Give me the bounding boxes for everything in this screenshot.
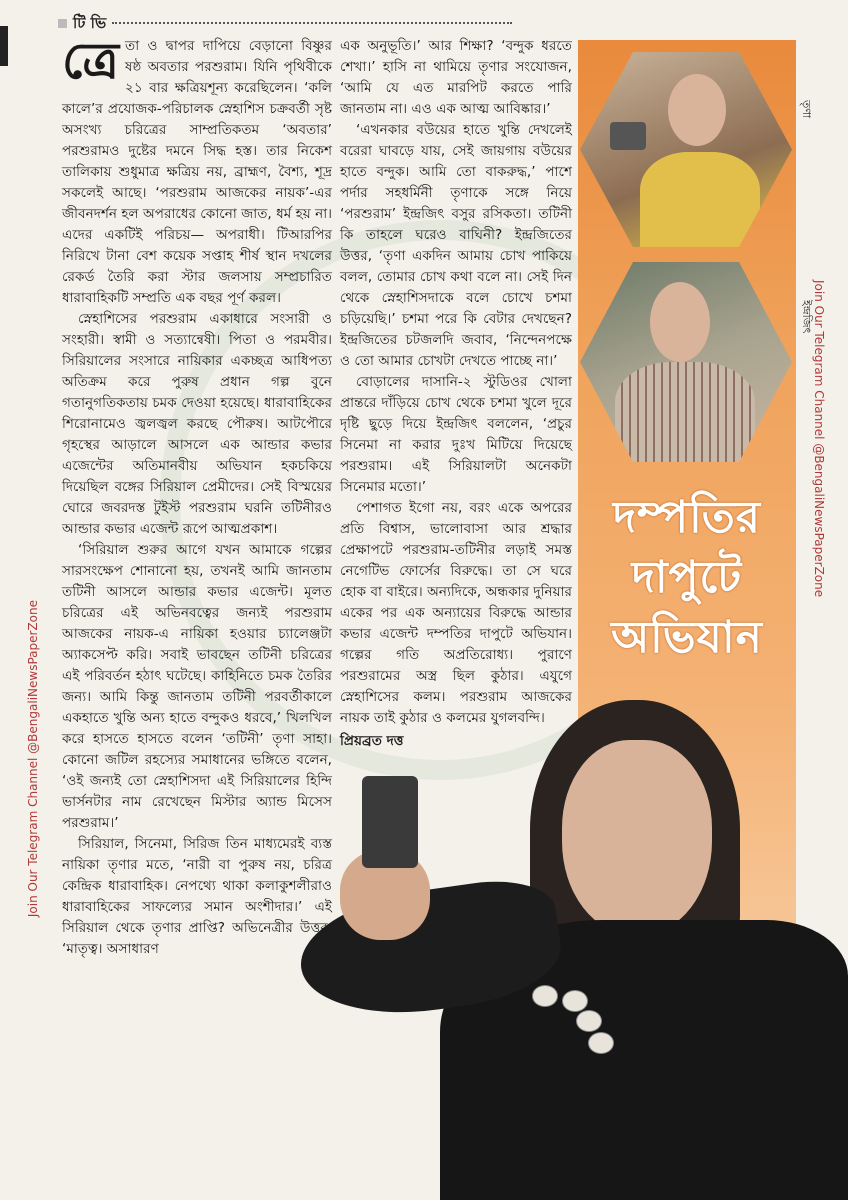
paragraph: স্নেহাশিসের পরশুরাম একাধারে সংসারী ও সংহারী। স্বামী ও সত্যান্বেষী। পিতা ও পরমবীর। সিরিয়ালের সংসারে নায়িকার একচ্ছত্র আধিপত্য অতিক্রম করে পুরুষ প্রধান গল্প বুনে গতানুগতিকতায় চমক দেওয়া হয়েছে। ধারাবাহিকের শিরোনামেও জ্বলজ্বল করছে পৌরুষ। আটপৌরে গৃহস্থের আড়ালে আসলে এক আন্ডার কভার এজেন্টের অতিমানবীয় অভিযান হকচকিয়ে দিয়েছিল বঙ্গের সিরিয়াল প্রেমীদের। সেই বিস্ময়ের ঘোরে জবরদস্ত টুইস্ট পরশুরাম ঘরনি তটিনীরও আন্ডার কভার এজেন্ট রূপে আত্মপ্রকাশ। [62,311,332,537]
trina-body [640,152,760,247]
telegram-sidebar-right: Join Our Telegram Channel @BengaliNewsPaperZone [812,280,826,598]
section-label: টি ভি [73,14,107,32]
sleeve-button [562,990,588,1012]
paragraph: তা ও দ্বাপর দাপিয়ে বেড়ানো বিষ্ণুর ষষ্ঠ অবতার পরশুরাম। যিনি পৃথিবীকে ২১ বার ক্ষত্রিয়শূন্য করেছিলেন। ‘কলি কালে’র প্রযোজক-পরিচালক স্নেহাশিস চক্রবর্তী সৃষ্ট অসংখ্য চরিত্রের সাম্প্রতিকতম ‘অবতার’ পরশুরামও দুষ্টের দমনে সিদ্ধ হস্ত। তার নিকেশ তালিকায় শুধুমাত্র ক্ষত্রিয় নয়, ব্রাহ্মণ, বৈশ্য, শূদ্র সকলেই আছে। ‘পরশুরাম আজকের নায়ক’-এর জীবনদর্শন হল অপরাধের কোনো জাত, ধর্ম হয় না। এদের একটিই পরিচয়— অপরাধী। টিআরপির নিরিখে টানা বেশ কয়েক সপ্তাহ শীর্ষ স্থান দখলের রেকর্ড তৈরি করা স্টার জলসায় সম্প্রচারিত ধারাবাহিকটি সম্প্রতি এক বছর পূর্ণ করল। [62,38,332,306]
trina-gun-icon [610,122,646,150]
indrajit-face [650,282,710,362]
headline [582,488,792,668]
article-column-1 [62,32,332,960]
telegram-sidebar-left: Join Our Telegram Channel @BengaliNewsPaperZone [26,600,40,918]
photo1-credit: তৃণা [800,100,813,119]
byline: প্রিয়ব্রত দত্ত [340,733,404,749]
dropcap: ত্রে [62,32,120,90]
paragraph: ‘সিরিয়াল শুরুর আগে যখন আমাকে গল্পের সারসংক্ষেপ শোনানো হয়, তখনই আমি জানতাম তটিনী আসলে আন্ডার কভার এজেন্ট। মূলত চরিত্রের এই অভিনবত্বের জন্যই পরশুরাম আজকের নায়ক-এ নায়িকা হওয়ার চ্যালেঞ্জটা অ্যাকসেপ্ট করি। সবাই ভাবছেন তটিনী চরিত্রের এই পরিবর্তন হঠাৎ ঘটেছে। কাহিনিতে চমক তৈরির জন্য। আমি কিন্তু জানতাম তটিনী পরবর্তীকালে একহাতে খুন্তি অন্য হাতে বন্দুকও ধরবে,’ খিলখিল করে হাসতে হাসতে বলেন ‘তটিনী’ তৃণা সাহা। কোনো জটিল রহস্যের সমাধানের ভঙ্গিতে বলেন, ‘ওই জন্যই তো স্নেহাশিসদা এই সিরিয়ালের হিন্দি ভার্সনটার নাম রেখেছেন মিস্টার অ্যান্ড মিসেস পরশুরাম।’ [62,542,332,831]
paragraph: ‘এখনকার বউয়ের হাতে খুন্তি দেখলেই বরেরা ঘাবড়ে যায়, সেই জায়গায় বউয়ের হাতে বন্দুক। আমি তো বাকরুদ্ধ,’ পাশে পর্দার সহধর্মিনী তৃণাকে সঙ্গে নিয়ে ‘পরশুরাম’ ইন্দ্রজিৎ বসুর রসিকতা। তটিনী কি তাহলে ঘরেও বাঘিনী? ইন্দ্রজিতের উত্তর, ‘তৃণা একদিন আমায় চোখ পাকিয়ে বলল, তোমার চোখ কথা বলে না। সেই দিন থেকে স্নেহাশিসদাকে বলে চোখে চশমা চড়িয়েছি।’ চশমা পরে কি বেটার দেখছেন? ইন্দ্রজিতের চটজলদি জবাব, ‘নিন্দেনপক্ষে ও তো আমার চোখটা দেখতে পাচ্ছে না।’ [340,122,572,369]
trina-main-photo [300,690,848,1200]
paragraph: পেশাগত ইগো নয়, বরং একে অপরের প্রতি বিশ্বাস, ভালোবাসা আর শ্রদ্ধার প্রেক্ষাপটে পরশুরাম-তটিনীর লড়াই সমস্ত নেগেটিভ ফোর্সের বিরুদ্ধে। তা সে ঘরে হোক বা বাইরে। অন্যদিকে, অন্ধকার দুনিয়ার একের পর এক অন্যায়ের বিরুদ্ধে আন্ডার কভার এজেন্ট দম্পতির দাপুটে অভিযান। গল্পের গতি অপ্রতিরোধ্য। পুরাণে পরশুরামের অস্ত্র ছিল কুঠার। এযুগে স্নেহাশিসের কলম। পরশুরাম আজকের নায়ক তাই কুঠার ও কলমের যুগলবন্দি। [340,500,572,726]
sleeve-button [532,985,558,1007]
paragraph: সিরিয়াল, সিনেমা, সিরিজ তিন মাধ্যমেরই ব্যস্ত নায়িকা তৃণার মতে, ‘নারী বা পুরুষ নয়, চরিত্র কেন্দ্রিক ধারাবাহিক। নেপথ্যে থাকা কলাকুশলীরাও ধারাবাহিকের সাফল্যের সমান অংশীদার।’ এই সিরিয়াল থেকে তৃণার প্রাপ্তি? অভিনেত্রীর উত্তর, ‘মাতৃত্ব। অসাধারণ [62,836,332,957]
sleeve-button [576,1010,602,1032]
section-square-icon [58,19,67,28]
paragraph: বোড়ালের দাসানি-২ স্টুডিওর খোলা প্রান্তরে দাঁড়িয়ে চোখ থেকে চশমা খুলে দূরে দৃষ্টি ছুড়ে দিয়ে ইন্দ্রজিৎ বললেন, ‘প্রচুর সিনেমা না করার দুঃখ মিটিয়ে দিয়েছে পরশুরাম। এই সিরিয়ালটা অনেকটা সিনেমার মতো।’ [340,374,572,495]
header-dotted-rule [112,22,512,24]
headline-line-2: দাপুটে [631,552,743,603]
indrajit-body [615,362,755,462]
page-edge-mark [0,26,8,66]
sleeve-button [588,1032,614,1054]
photo2-credit: ইন্দ্রজিৎ [800,300,813,334]
woman-face [562,740,712,935]
headline-line-1: দম্পতির [613,492,761,543]
paragraph: এক অনুভূতি।’ আর শিক্ষা? ‘বন্দুক ধরতে শেখা।’ হাসি না থামিয়ে তৃণার সংযোজন, ‘আমি যে এত মারপিট করতে পারি জানতাম না। এও এক আত্ম আবিষ্কার।’ [340,38,572,117]
trina-face [668,74,726,146]
headline-line-3: অভিযান [611,612,763,663]
pistol-icon [362,776,418,868]
article-column-2 [340,36,572,752]
